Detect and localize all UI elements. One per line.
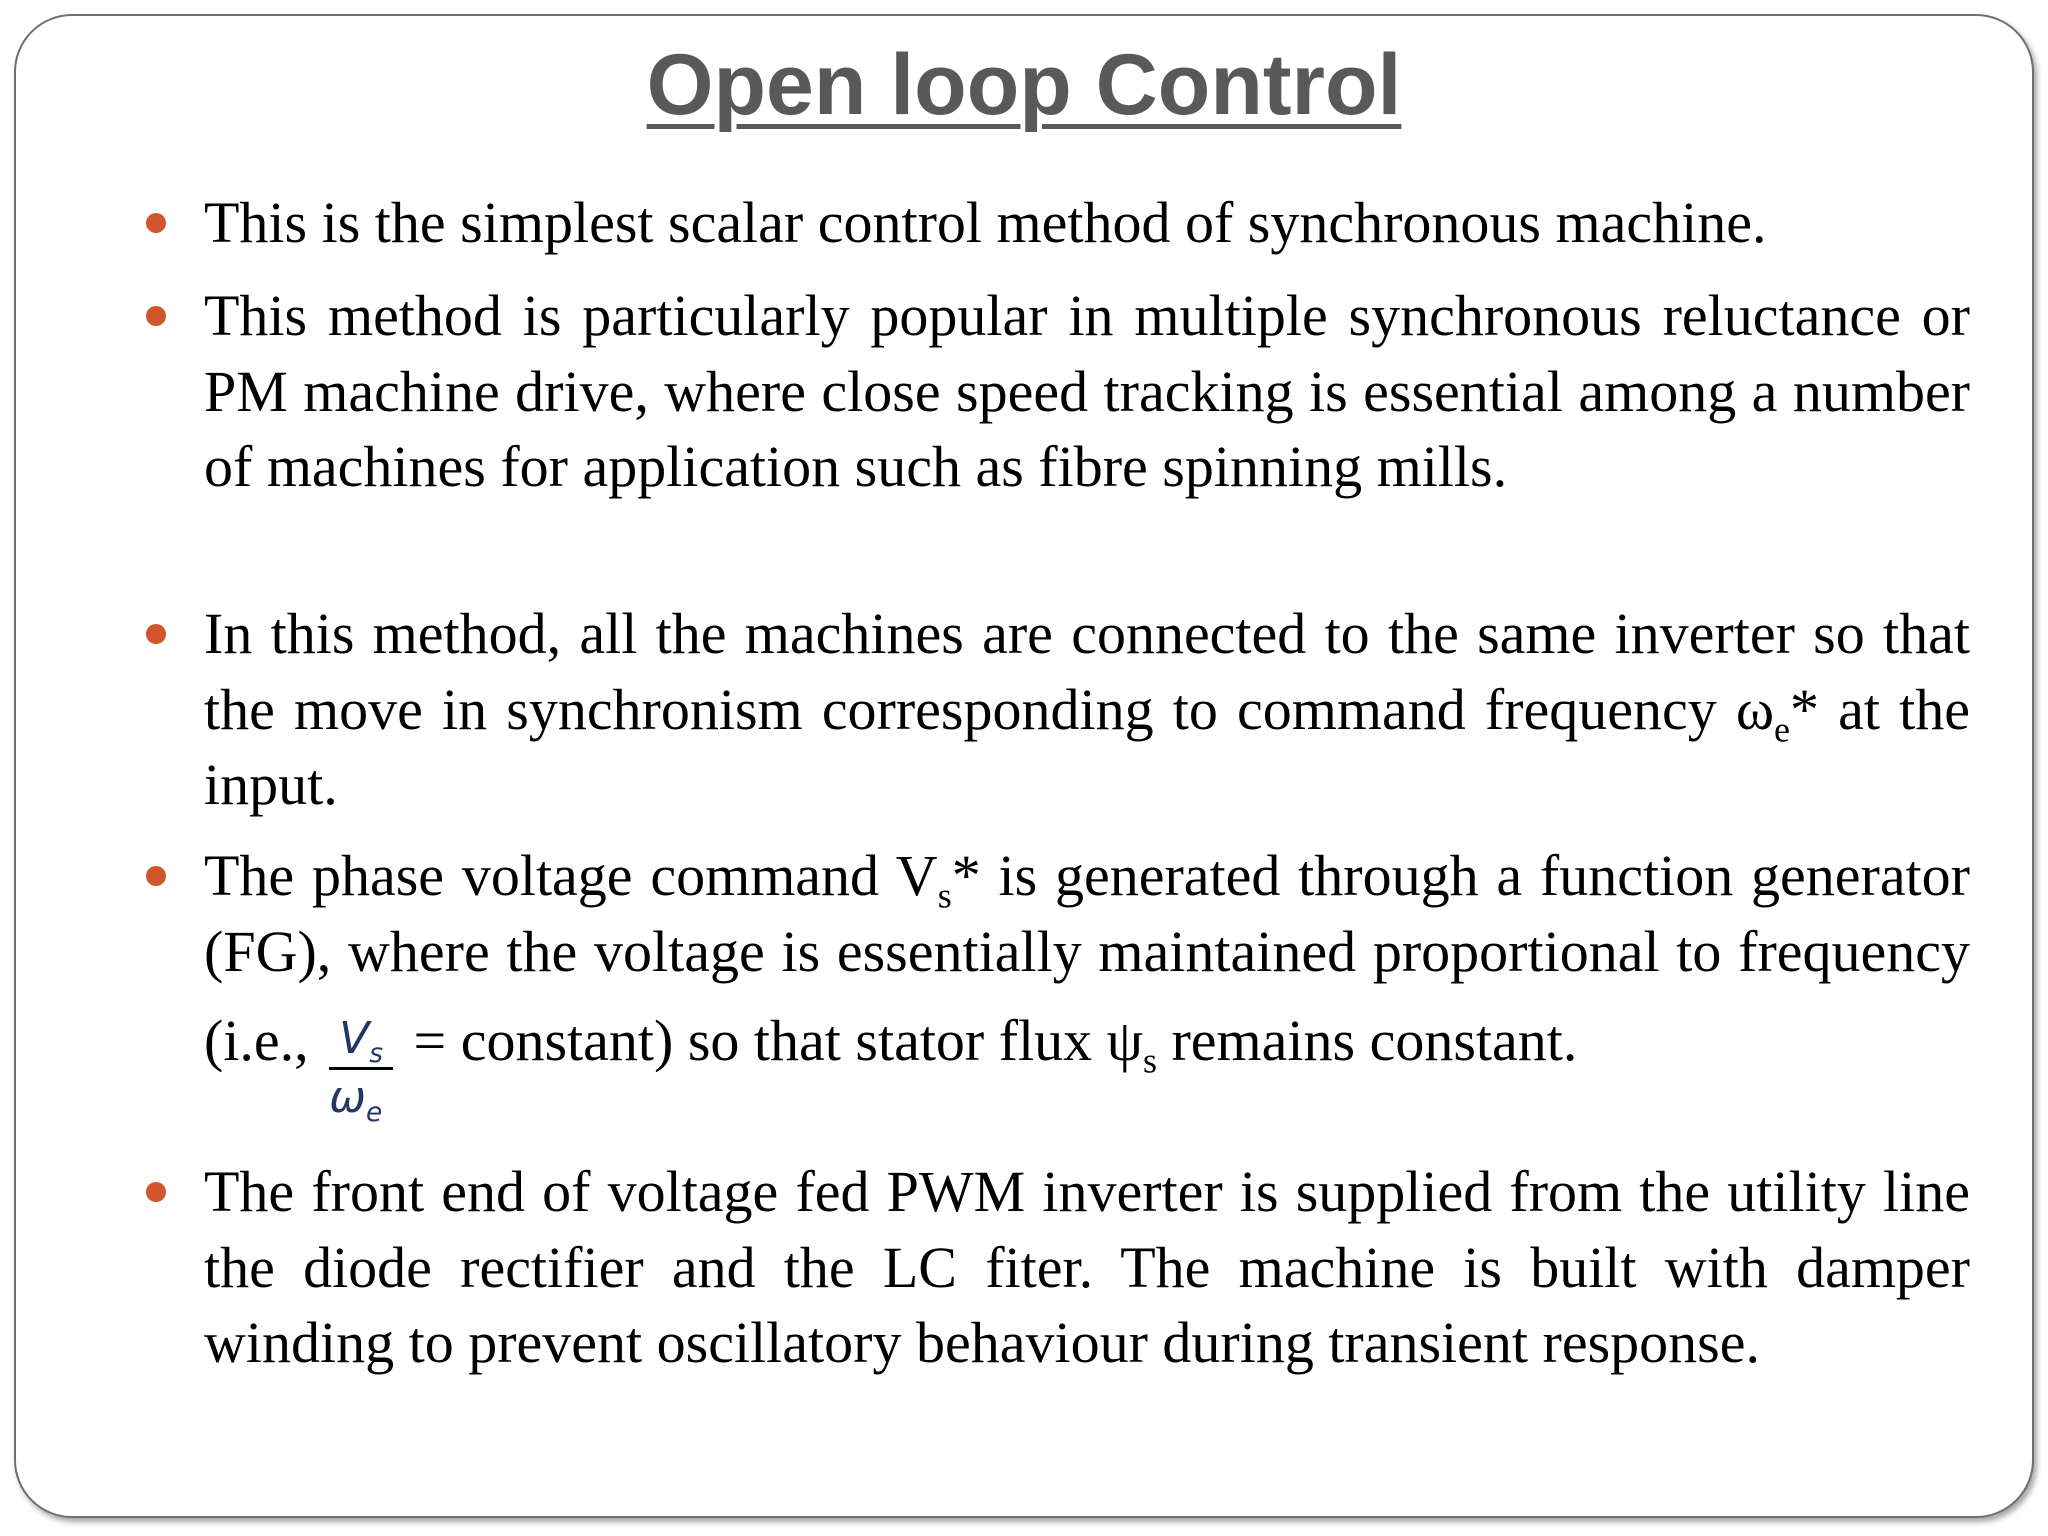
bullet-item-5 bbox=[204, 1154, 1970, 1381]
bullet-dot-icon bbox=[146, 624, 166, 644]
formula-denominator: $\omega_e$ bbox=[329, 1072, 383, 1129]
bullet-text-part: In this method, all the machines are connected to the same inverter so that the move in synchronism corresponding to command frequency ω bbox=[204, 601, 1970, 742]
bullet-text: The front end of voltage fed PWM inverter is supplied from the utility line the diode rectifier and the LC fiter. The machine is built with damper winding to prevent oscillatory behaviour during transient response. bbox=[204, 1159, 1970, 1375]
formula-numerator: $V_s$ bbox=[329, 1011, 393, 1070]
ratio-formula bbox=[329, 1011, 393, 1129]
bullet-text-part: * at the input. bbox=[204, 676, 1971, 817]
bullet-text: This method is particularly popular in multiple synchronous reluctance or PM machine drive, where close speed tracking is essential among a number of machines for application such as fibre spinning mills. bbox=[204, 283, 1970, 499]
bullet-text-part: * is generated through a function generator (FG), where the voltage is essentially maintained proportional to frequency (i.e., bbox=[204, 843, 1970, 1073]
voltage-subscript: s bbox=[937, 875, 952, 916]
omega-subscript: e bbox=[1774, 709, 1791, 750]
bullet-text: This is the simplest scalar control method of synchronous machine. bbox=[204, 190, 1767, 255]
bullet-item-2 bbox=[204, 278, 1970, 505]
bullet-item-4 bbox=[204, 838, 1970, 1129]
bullet-text-part: remains constant. bbox=[1156, 1007, 1578, 1073]
flux-subscript: s bbox=[1142, 1040, 1157, 1081]
bullet-item-1 bbox=[204, 185, 1970, 261]
slide-title: Open loop Control bbox=[646, 37, 1402, 133]
bullet-text-part: The phase voltage command V bbox=[204, 843, 938, 908]
bullet-text-part: = constant) so that stator flux ψ bbox=[399, 1007, 1143, 1073]
bullet-dot-icon bbox=[146, 866, 166, 886]
bullet-dot-icon bbox=[146, 213, 166, 233]
bullet-dot-icon bbox=[146, 1182, 166, 1202]
bullet-item-3 bbox=[204, 596, 1970, 823]
bullet-dot-icon bbox=[146, 306, 166, 326]
